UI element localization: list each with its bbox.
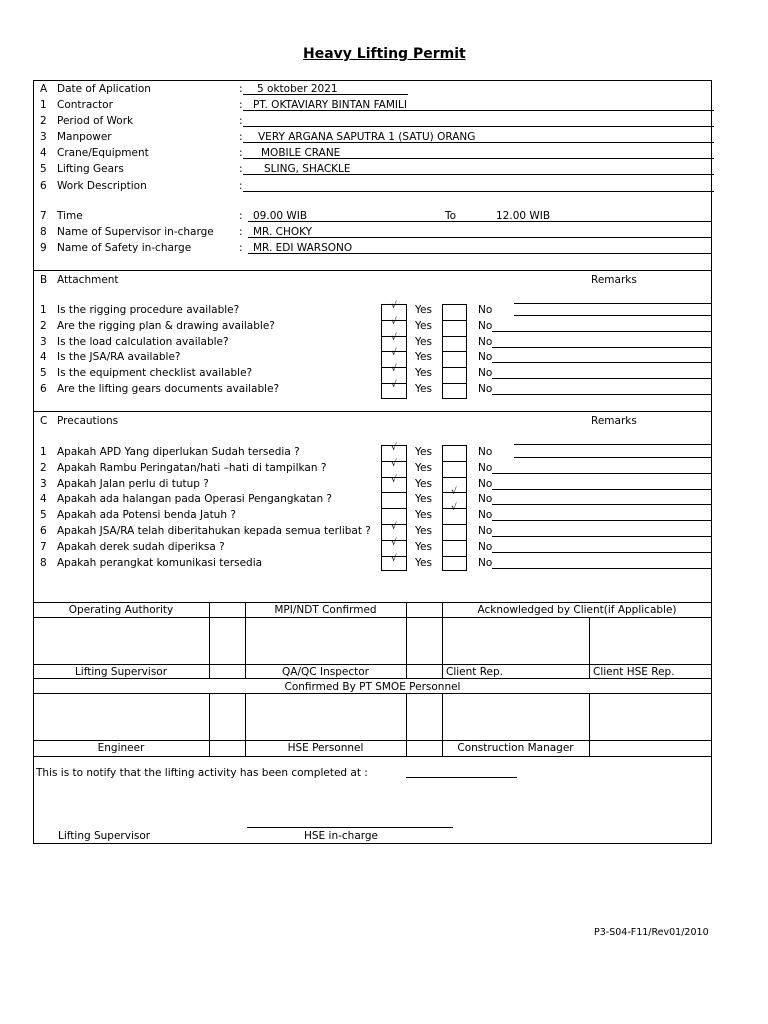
qa-qc-label: QA/QC Inspector xyxy=(282,666,369,678)
no-check[interactable]: √ xyxy=(451,503,457,514)
no-label: No xyxy=(478,319,493,332)
item-question: Apakah perangkat komunikasi tersedia xyxy=(57,556,263,569)
field-value[interactable]: VERY ARGANA SAPUTRA 1 (SATU) ORANG xyxy=(258,131,476,143)
section-b-heading: Attachment xyxy=(57,274,119,286)
field-colon: : xyxy=(239,163,243,175)
field-underline xyxy=(243,94,408,95)
box-row-line xyxy=(381,508,407,509)
field-colon: : xyxy=(239,147,243,159)
yes-check[interactable]: √ xyxy=(391,537,397,548)
yes-label: Yes xyxy=(415,446,432,458)
no-label: No xyxy=(478,446,493,458)
field-value[interactable]: MOBILE CRANE xyxy=(261,147,341,159)
no-label: No xyxy=(478,525,493,537)
item-number: 6 xyxy=(40,525,47,537)
item-number: 1 xyxy=(40,446,47,458)
item-number: 6 xyxy=(40,383,47,395)
box-row-line xyxy=(381,524,407,525)
section-divider xyxy=(33,602,712,603)
box-row-line xyxy=(442,383,467,384)
item-question: Is the JSA/RA available? xyxy=(57,351,181,364)
field-label: Date of Aplication xyxy=(57,83,151,95)
remarks-line xyxy=(492,552,712,553)
item-question: Apakah Jalan perlu di tutup ? xyxy=(57,477,209,490)
box-row-line xyxy=(381,540,407,541)
field-underline xyxy=(248,237,712,238)
field-colon: : xyxy=(239,115,243,127)
item-question: Are the rigging plan & drawing available? xyxy=(57,319,275,332)
sig-line xyxy=(406,602,407,678)
hse-personnel-label: HSE Personnel xyxy=(287,742,364,754)
yes-label: Yes xyxy=(415,493,432,506)
remarks-line xyxy=(492,473,712,474)
field-value[interactable]: SLING, SHACKLE xyxy=(264,163,351,175)
field-underline xyxy=(243,142,714,143)
field-underline xyxy=(243,158,714,159)
field-label: Contractor xyxy=(57,99,113,111)
box-row-line xyxy=(442,461,467,462)
yes-label: Yes xyxy=(415,319,432,332)
field-colon: : xyxy=(239,180,243,192)
field-underline xyxy=(248,253,712,254)
box-row-line xyxy=(381,351,407,352)
box-row-line xyxy=(442,351,467,352)
box-row-line xyxy=(381,461,407,462)
row-number: 3 xyxy=(40,131,47,143)
no-label: No xyxy=(478,461,493,474)
item-question: Apakah APD Yang diperlukan Sudah tersedia ? xyxy=(57,446,300,458)
yes-label: Yes xyxy=(415,525,432,537)
supervisor-value[interactable]: MR. CHOKY xyxy=(253,226,313,238)
no-label: No xyxy=(478,509,493,522)
item-question: Apakah ada Potensi benda Jatuh ? xyxy=(57,509,236,522)
time-to-label: To xyxy=(445,210,457,222)
no-label: No xyxy=(478,383,493,395)
remarks-line xyxy=(492,504,712,505)
row-number: 7 xyxy=(40,210,47,222)
item-number: 2 xyxy=(40,461,47,474)
row-number: 5 xyxy=(40,163,47,175)
remarks-line xyxy=(492,362,712,363)
document-code: P3-S04-F11/Rev01/2010 xyxy=(594,927,709,938)
completion-lifting-supervisor-label: Lifting Supervisor xyxy=(58,830,151,842)
remarks-line xyxy=(492,347,712,348)
yes-check[interactable]: √ xyxy=(391,458,397,469)
item-number: 4 xyxy=(40,351,47,364)
field-colon: : xyxy=(239,226,243,238)
no-label: No xyxy=(478,367,493,380)
item-number: 7 xyxy=(40,540,47,553)
item-number: 1 xyxy=(40,304,47,316)
field-underline xyxy=(243,174,714,175)
sig-line xyxy=(33,740,712,741)
box-row-line xyxy=(381,320,407,321)
confirmed-by-label: Confirmed By PT SMOE Personnel xyxy=(284,681,461,693)
box-row-line xyxy=(381,556,407,557)
item-number: 5 xyxy=(40,367,47,380)
box-row-line xyxy=(442,477,467,478)
client-hse-label: Client HSE Rep. xyxy=(593,666,675,678)
yes-label: Yes xyxy=(415,304,432,316)
yes-check[interactable]: √ xyxy=(391,443,397,453)
yes-label: Yes xyxy=(415,556,432,569)
item-question: Is the equipment checklist available? xyxy=(57,367,253,380)
mpi-ndt-label: MPI/NDT Confirmed xyxy=(274,604,377,616)
sig-line xyxy=(33,664,712,665)
box-row-line xyxy=(442,367,467,368)
acknowledged-label: Acknowledged by Client(if Applicable) xyxy=(477,604,677,616)
yes-check[interactable]: √ xyxy=(391,316,397,327)
field-label: Time xyxy=(57,210,83,222)
section-b-letter: B xyxy=(40,274,48,286)
box-row-line xyxy=(442,508,467,509)
field-label: Manpower xyxy=(57,131,112,143)
yes-check[interactable]: √ xyxy=(391,364,397,375)
sig-line xyxy=(406,693,407,756)
hse-incharge-label: HSE in-charge xyxy=(304,830,379,842)
field-underline xyxy=(243,110,714,111)
field-underline xyxy=(243,126,714,127)
box-row-line xyxy=(381,477,407,478)
item-number: 4 xyxy=(40,493,47,506)
yes-check[interactable]: √ xyxy=(391,301,397,311)
box-row-line xyxy=(442,492,467,493)
yes-check[interactable]: √ xyxy=(391,332,397,343)
remarks-line xyxy=(514,315,712,316)
field-underline xyxy=(243,191,714,192)
yes-label: Yes xyxy=(415,367,432,380)
sig-line xyxy=(209,602,210,678)
remarks-line xyxy=(492,568,712,569)
sig-line xyxy=(33,693,712,694)
row-number: 9 xyxy=(40,242,47,254)
yes-check[interactable]: √ xyxy=(391,474,397,485)
remarks-line xyxy=(514,303,712,304)
yes-label: Yes xyxy=(415,351,432,364)
sig-line xyxy=(33,756,712,757)
no-check[interactable]: √ xyxy=(451,487,457,498)
section-c-letter: C xyxy=(40,415,48,427)
field-underline xyxy=(248,221,712,222)
yes-label: Yes xyxy=(415,509,432,522)
remarks-line xyxy=(514,444,712,445)
field-label: Crane/Equipment xyxy=(57,147,149,159)
item-number: 3 xyxy=(40,335,47,348)
row-number: 6 xyxy=(40,180,47,192)
no-label: No xyxy=(478,477,493,490)
remarks-line xyxy=(492,520,712,521)
no-label: No xyxy=(478,540,493,553)
yes-check[interactable]: √ xyxy=(391,522,397,532)
client-rep-label: Client Rep. xyxy=(446,666,504,678)
box-row-line xyxy=(442,336,467,337)
box-row-line xyxy=(381,336,407,337)
field-label: Work Description xyxy=(57,180,147,192)
yes-label: Yes xyxy=(415,477,432,490)
item-question: Is the load calculation available? xyxy=(57,335,229,348)
row-number: 4 xyxy=(40,147,47,159)
field-colon: : xyxy=(239,131,243,143)
yes-check[interactable]: √ xyxy=(391,348,397,359)
field-value[interactable]: 5 oktober 2021 xyxy=(257,83,338,95)
item-question: Apakah Rambu Peringatan/hati –hati di tampilkan ? xyxy=(57,461,327,474)
no-label: No xyxy=(478,351,493,364)
item-question: Apakah JSA/RA telah diberitahukan kepada semua terlibat ? xyxy=(57,525,371,537)
field-colon: : xyxy=(239,210,243,222)
row-number: 2 xyxy=(40,115,47,127)
no-label: No xyxy=(478,556,493,569)
yes-label: Yes xyxy=(415,335,432,348)
row-number: A xyxy=(40,83,48,95)
row-number: 1 xyxy=(40,99,47,111)
field-label: Lifting Gears xyxy=(57,163,124,175)
completion-time-line xyxy=(406,777,517,778)
item-question: Is the rigging procedure available? xyxy=(57,304,240,316)
time-from-value[interactable]: 09.00 WIB xyxy=(253,210,308,222)
item-number: 5 xyxy=(40,509,47,522)
hse-signature-line xyxy=(247,827,453,828)
yes-check[interactable]: √ xyxy=(391,553,397,564)
lifting-supervisor-sig-label: Lifting Supervisor xyxy=(74,666,168,678)
item-question: Apakah ada halangan pada Operasi Pengangkatan ? xyxy=(57,493,333,506)
box-row-line xyxy=(442,556,467,557)
engineer-label: Engineer xyxy=(97,742,145,754)
field-colon: : xyxy=(239,99,243,111)
no-label: No xyxy=(478,493,493,506)
box-row-line xyxy=(442,524,467,525)
field-value[interactable]: PT. OKTAVIARY BINTAN FAMILI xyxy=(253,99,407,111)
remarks-line xyxy=(492,331,712,332)
section-c-remarks-label: Remarks xyxy=(591,415,637,427)
remarks-line xyxy=(492,378,712,379)
time-to-value[interactable]: 12.00 WIB xyxy=(496,210,551,222)
section-b-remarks-label: Remarks xyxy=(591,274,637,286)
item-number: 3 xyxy=(40,477,47,490)
sig-line xyxy=(589,617,590,678)
box-row-line xyxy=(381,383,407,384)
field-colon: : xyxy=(239,242,243,254)
construction-manager-label: Construction Manager xyxy=(457,742,574,754)
no-label: No xyxy=(478,335,493,348)
sig-line xyxy=(33,678,712,679)
remarks-line xyxy=(492,536,712,537)
item-question: Are the lifting gears documents available? xyxy=(57,383,280,395)
item-question: Apakah derek sudah diperiksa ? xyxy=(57,540,225,553)
box-row-line xyxy=(381,492,407,493)
yes-label: Yes xyxy=(415,461,432,474)
field-label: Period of Work xyxy=(57,115,134,127)
remarks-line xyxy=(514,457,712,458)
remarks-line xyxy=(492,489,712,490)
operating-authority-label: Operating Authority xyxy=(68,604,174,616)
field-colon: : xyxy=(239,83,243,95)
item-number: 8 xyxy=(40,556,47,569)
safety-value[interactable]: MR. EDI WARSONO xyxy=(253,242,353,254)
page-title: Heavy Lifting Permit xyxy=(303,46,466,62)
yes-label: Yes xyxy=(415,540,432,553)
field-label: Name of Safety in-charge xyxy=(57,242,192,254)
section-c-heading: Precautions xyxy=(57,415,119,427)
completion-notice: This is to notify that the lifting activity has been completed at : xyxy=(36,767,368,779)
yes-label: Yes xyxy=(415,383,432,395)
section-divider xyxy=(33,411,712,412)
row-number: 8 xyxy=(40,226,47,238)
box-row-line xyxy=(381,367,407,368)
no-label: No xyxy=(478,304,493,316)
box-row-line xyxy=(442,540,467,541)
sig-line xyxy=(209,693,210,756)
yes-check[interactable]: √ xyxy=(391,380,397,390)
item-number: 2 xyxy=(40,319,47,332)
section-divider xyxy=(33,270,712,271)
field-label: Name of Supervisor in-charge xyxy=(57,226,214,238)
sig-line xyxy=(33,617,712,618)
box-row-line xyxy=(442,320,467,321)
remarks-line xyxy=(492,394,712,395)
sig-line xyxy=(589,693,590,756)
